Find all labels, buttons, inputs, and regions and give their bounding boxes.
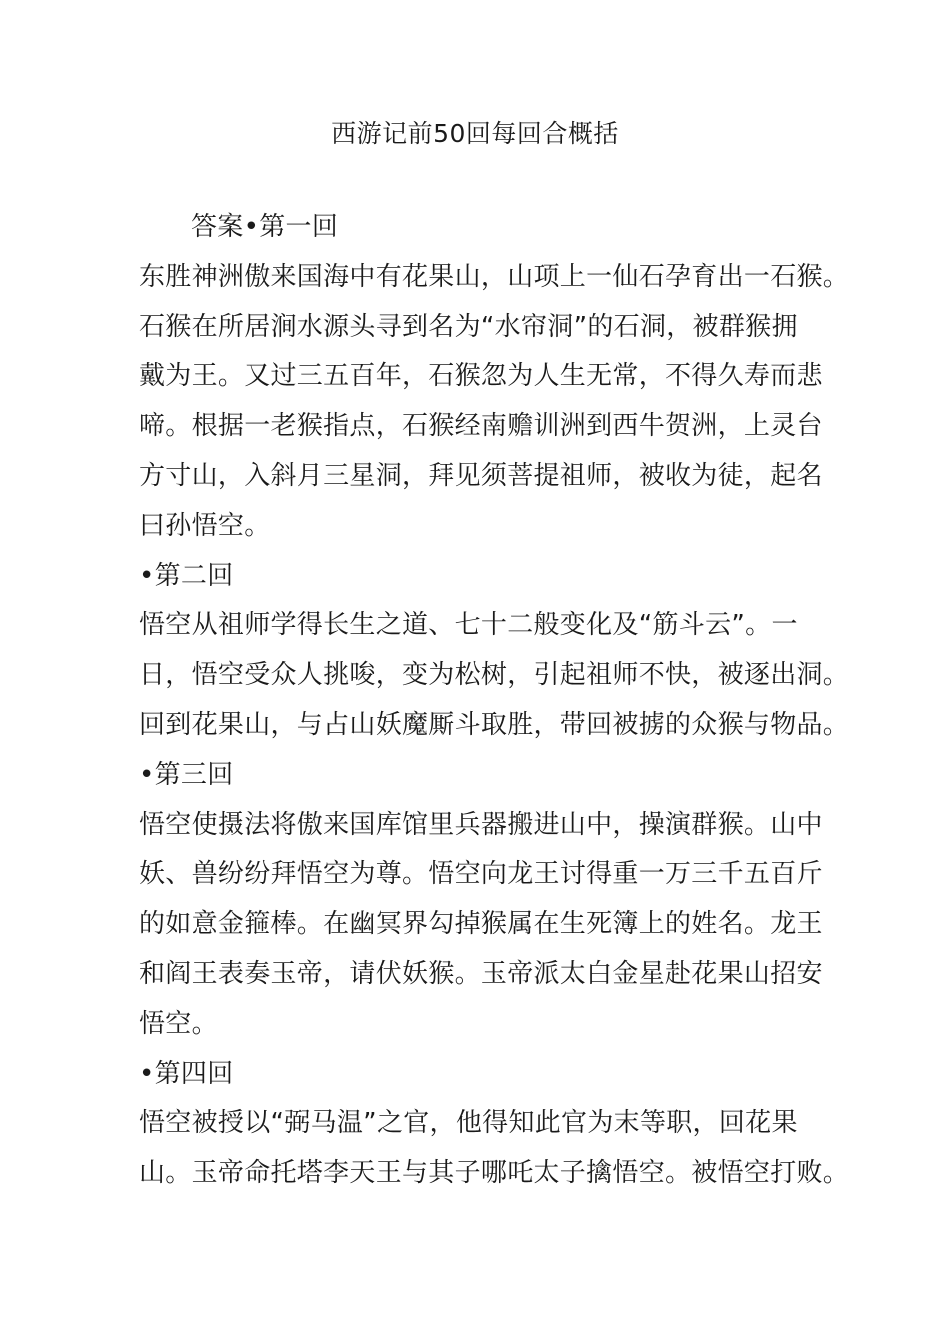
paragraph-line: 啼。根据一老猴指点，石猴经南赡训洲到西牛贺洲，上灵台 bbox=[139, 411, 823, 442]
paragraph-line: 东胜神洲傲来国海中有花果山，山项上一仙石孕育出一石猴。 bbox=[139, 261, 850, 292]
paragraph-line: 妖、兽纷纷拜悟空为尊。悟空向龙王讨得重一万三千五百斤 bbox=[139, 859, 823, 890]
paragraph-line: 方寸山，入斜月三星洞，拜见须菩提祖师，被收为徒，起名 bbox=[139, 460, 823, 491]
paragraph-line: 日，悟空受众人挑唆，变为松树，引起祖师不快，被逐出洞。 bbox=[139, 660, 850, 691]
section-heading-chapter-1: 答案•第一回 bbox=[191, 212, 339, 242]
paragraph-line: 回到花果山，与占山妖魔厮斗取胜，带回被掳的众猴与物品。 bbox=[139, 709, 850, 740]
paragraph-line: 悟空使摄法将傲来国库馆里兵器搬进山中，操演群猴。山中 bbox=[139, 809, 823, 840]
paragraph-line: 悟空被授以“弼马温”之官，他得知此官为末等职，回花果 bbox=[139, 1108, 798, 1139]
paragraph-line: 山。玉帝命托塔李天王与其子哪吒太子擒悟空。被悟空打败。 bbox=[139, 1158, 850, 1189]
document-title: 西游记前50回每回合概括 bbox=[331, 119, 619, 148]
paragraph-line: 悟空从祖师学得长生之道、七十二般变化及“筋斗云”。一 bbox=[139, 610, 798, 641]
section-heading-chapter-4: •第四回 bbox=[139, 1058, 234, 1089]
paragraph-line: 石猴在所居涧水源头寻到名为“水帘洞”的石洞，被群猴拥 bbox=[139, 311, 798, 342]
paragraph-line: 的如意金箍棒。在幽冥界勾掉猴属在生死簿上的姓名。龙王 bbox=[139, 909, 823, 940]
section-heading-chapter-3: •第三回 bbox=[139, 759, 234, 790]
paragraph-line: 曰孙悟空。 bbox=[139, 510, 271, 541]
document-body bbox=[139, 203, 850, 1199]
paragraph-line: 悟空。 bbox=[139, 1008, 218, 1039]
paragraph-line: 戴为王。又过三五百年，石猴忽为人生无常，不得久寿而悲 bbox=[139, 361, 823, 392]
section-heading-chapter-2: •第二回 bbox=[139, 560, 234, 591]
paragraph-line: 和阎王表奏玉帝，请伏妖猴。玉帝派太白金星赴花果山招安 bbox=[139, 958, 823, 989]
